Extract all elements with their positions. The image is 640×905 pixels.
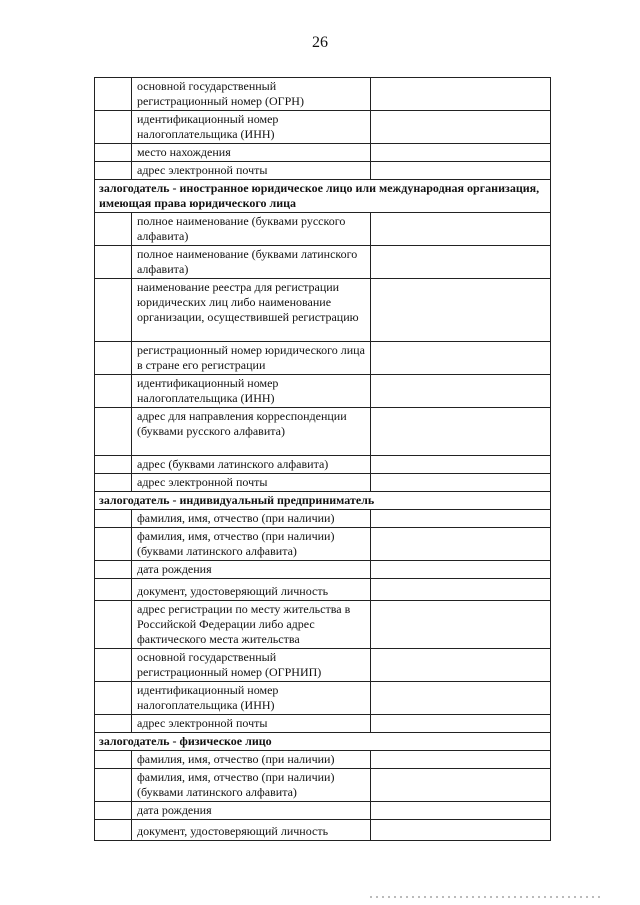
indent-cell xyxy=(95,456,132,474)
section-header-row xyxy=(95,733,551,751)
indent-cell xyxy=(95,162,132,180)
table-row xyxy=(95,246,551,279)
indent-cell xyxy=(95,510,132,528)
field-value[interactable] xyxy=(371,715,551,733)
field-label: основной государственный регистрационный номер (ОГРНИП) xyxy=(132,649,371,682)
field-label: полное наименование (буквами латинского алфавита) xyxy=(132,246,371,279)
indent-cell xyxy=(95,111,132,144)
field-label: фамилия, имя, отчество (при наличии) xyxy=(132,510,371,528)
table-row xyxy=(95,601,551,649)
table-row xyxy=(95,561,551,579)
field-label: адрес (буквами латинского алфавита) xyxy=(132,456,371,474)
section-title: залогодатель - индивидуальный предприниматель xyxy=(95,492,551,510)
table-row xyxy=(95,715,551,733)
indent-cell xyxy=(95,408,132,456)
table-row xyxy=(95,279,551,342)
field-value[interactable] xyxy=(371,111,551,144)
field-label: дата рождения xyxy=(132,802,371,820)
indent-cell xyxy=(95,279,132,342)
field-label: документ, удостоверяющий личность xyxy=(132,579,371,601)
table-row xyxy=(95,342,551,375)
section-header-row xyxy=(95,492,551,510)
table-row xyxy=(95,408,551,456)
indent-cell xyxy=(95,649,132,682)
field-label: адрес регистрации по месту жительства в Российской Федерации либо адрес фактического места жительства xyxy=(132,601,371,649)
field-value[interactable] xyxy=(371,510,551,528)
table-row xyxy=(95,213,551,246)
page-number: 26 xyxy=(312,34,328,51)
indent-cell xyxy=(95,375,132,408)
indent-cell xyxy=(95,715,132,733)
indent-cell xyxy=(95,144,132,162)
field-label: наименование реестра для регистрации юридических лиц либо наименование организации, осуществившей регистрацию xyxy=(132,279,371,342)
table-row xyxy=(95,375,551,408)
field-label: адрес для направления корреспонденции (буквами русского алфавита) xyxy=(132,408,371,456)
indent-cell xyxy=(95,820,132,841)
table-row xyxy=(95,528,551,561)
table-row xyxy=(95,144,551,162)
field-value[interactable] xyxy=(371,162,551,180)
field-value[interactable] xyxy=(371,769,551,802)
table-row xyxy=(95,162,551,180)
field-value[interactable] xyxy=(371,561,551,579)
field-value[interactable] xyxy=(371,682,551,715)
field-value[interactable] xyxy=(371,474,551,492)
field-value[interactable] xyxy=(371,751,551,769)
indent-cell xyxy=(95,682,132,715)
indent-cell xyxy=(95,474,132,492)
field-label: фамилия, имя, отчество (при наличии) (буквами латинского алфавита) xyxy=(132,769,371,802)
field-value[interactable] xyxy=(371,78,551,111)
field-value[interactable] xyxy=(371,246,551,279)
indent-cell xyxy=(95,769,132,802)
indent-cell xyxy=(95,528,132,561)
table-row xyxy=(95,78,551,111)
table-row xyxy=(95,510,551,528)
indent-cell xyxy=(95,78,132,111)
section-header-row xyxy=(95,180,551,213)
field-value[interactable] xyxy=(371,649,551,682)
table-row xyxy=(95,769,551,802)
field-label: адрес электронной почты xyxy=(132,474,371,492)
field-label: дата рождения xyxy=(132,561,371,579)
table-row xyxy=(95,682,551,715)
field-label: фамилия, имя, отчество (при наличии) (буквами латинского алфавита) xyxy=(132,528,371,561)
indent-cell xyxy=(95,561,132,579)
pledgor-info-table xyxy=(94,77,551,841)
field-label: адрес электронной почты xyxy=(132,162,371,180)
field-value[interactable] xyxy=(371,342,551,375)
indent-cell xyxy=(95,213,132,246)
field-value[interactable] xyxy=(371,579,551,601)
field-label: регистрационный номер юридического лица в стране его регистрации xyxy=(132,342,371,375)
table-row xyxy=(95,649,551,682)
field-label: фамилия, имя, отчество (при наличии) xyxy=(132,751,371,769)
scan-artifact xyxy=(370,896,600,898)
table-row xyxy=(95,456,551,474)
field-label: полное наименование (буквами русского алфавита) xyxy=(132,213,371,246)
field-label: место нахождения xyxy=(132,144,371,162)
field-value[interactable] xyxy=(371,601,551,649)
indent-cell xyxy=(95,601,132,649)
field-value[interactable] xyxy=(371,820,551,841)
field-value[interactable] xyxy=(371,408,551,456)
field-label: идентификационный номер налогоплательщика (ИНН) xyxy=(132,682,371,715)
indent-cell xyxy=(95,579,132,601)
field-value[interactable] xyxy=(371,213,551,246)
field-value[interactable] xyxy=(371,802,551,820)
field-label: основной государственный регистрационный номер (ОГРН) xyxy=(132,78,371,111)
indent-cell xyxy=(95,802,132,820)
indent-cell xyxy=(95,342,132,375)
field-value[interactable] xyxy=(371,528,551,561)
table-row xyxy=(95,474,551,492)
section-title: залогодатель - физическое лицо xyxy=(95,733,551,751)
table-row xyxy=(95,111,551,144)
field-value[interactable] xyxy=(371,375,551,408)
field-label: адрес электронной почты xyxy=(132,715,371,733)
table-row xyxy=(95,820,551,841)
table-row xyxy=(95,579,551,601)
indent-cell xyxy=(95,751,132,769)
section-title: залогодатель - иностранное юридическое лицо или международная организация, имеющая права юридического лица xyxy=(95,180,551,213)
field-value[interactable] xyxy=(371,456,551,474)
table-row xyxy=(95,802,551,820)
table-row xyxy=(95,751,551,769)
indent-cell xyxy=(95,246,132,279)
field-value[interactable] xyxy=(371,144,551,162)
field-value[interactable] xyxy=(371,279,551,342)
field-label: идентификационный номер налогоплательщика (ИНН) xyxy=(132,111,371,144)
field-label: идентификационный номер налогоплательщика (ИНН) xyxy=(132,375,371,408)
field-label: документ, удостоверяющий личность xyxy=(132,820,371,841)
